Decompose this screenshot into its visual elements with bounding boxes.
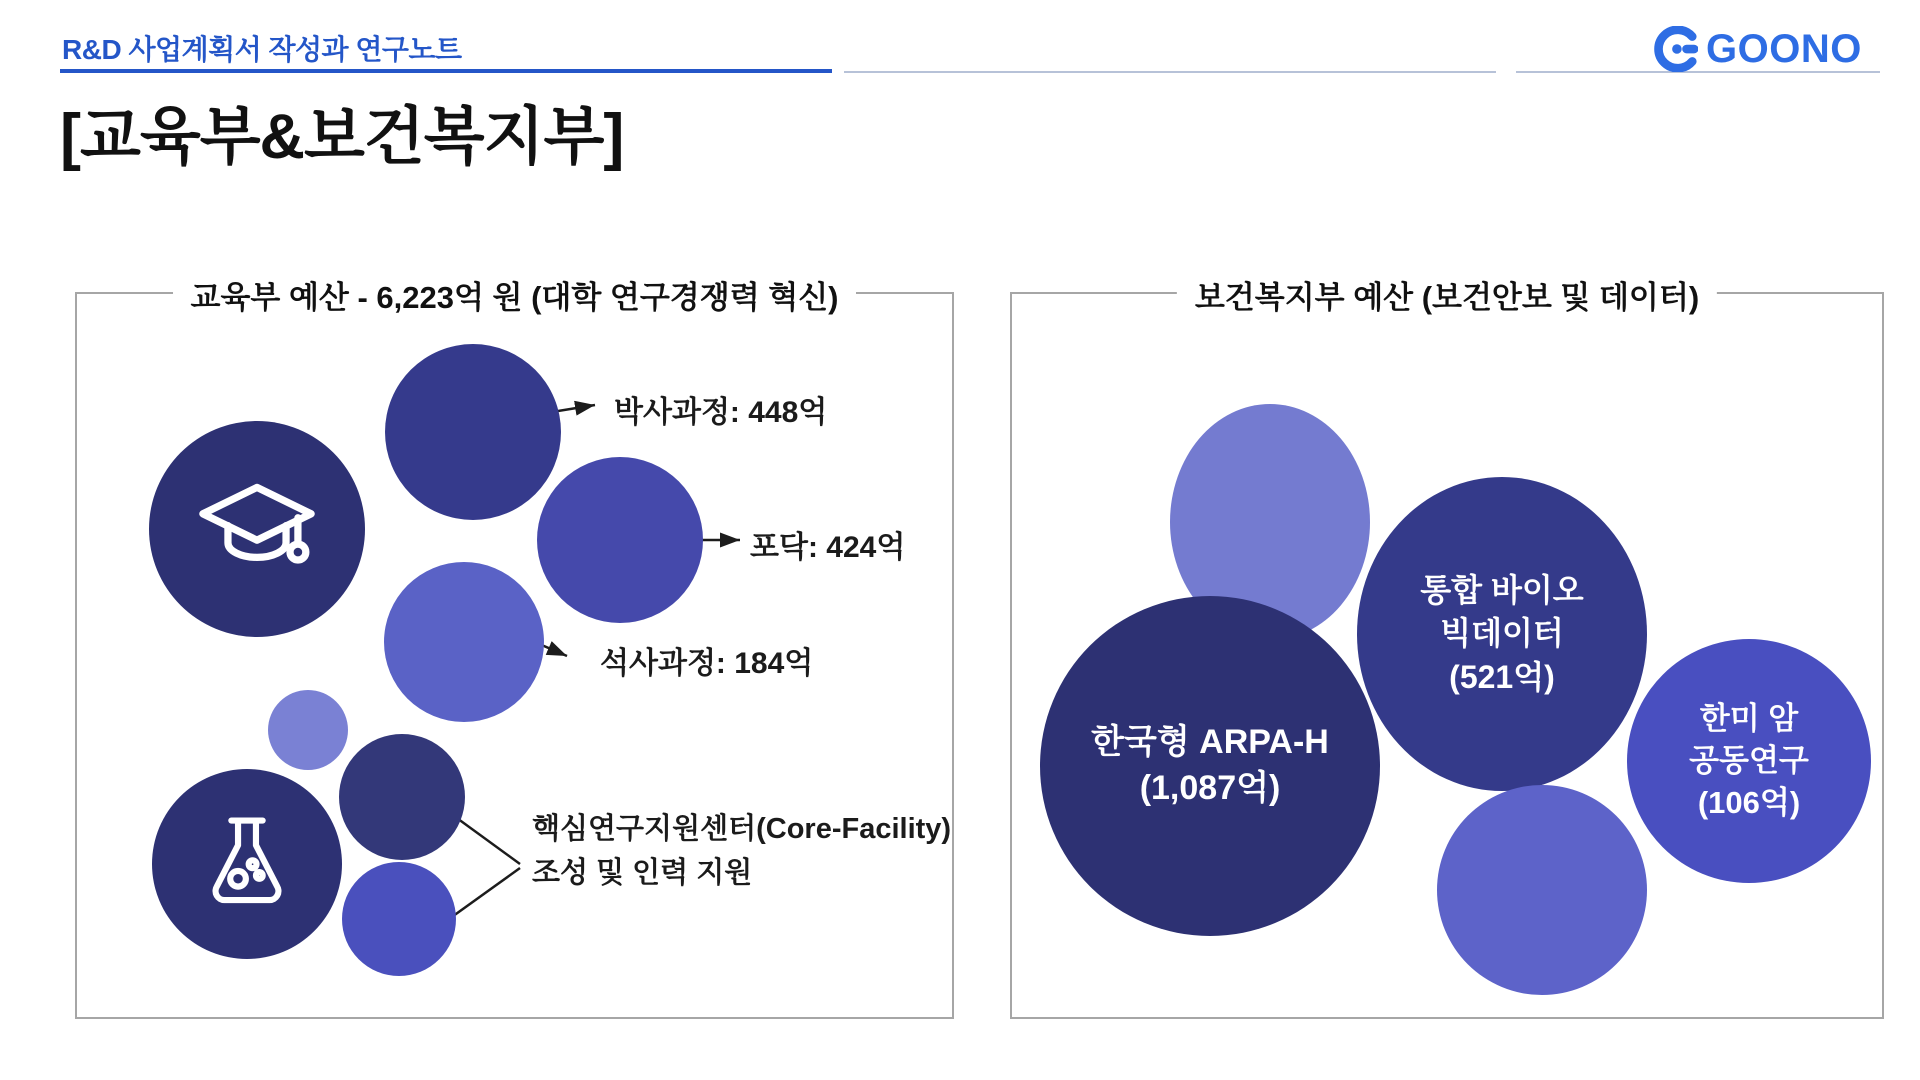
university-circle xyxy=(149,421,365,637)
callout-core-facility-line2: 조성 및 인력 지원 xyxy=(532,856,753,889)
bio-bigdata-bubble xyxy=(1357,477,1647,791)
research-circle xyxy=(152,769,342,959)
arpa-h-line2: (1,087억) xyxy=(1139,769,1281,807)
bio-bigdata-line1: 통합 바이오 xyxy=(1420,572,1584,609)
header-title: R&D 사업계획서 작성과 연구노트 xyxy=(62,34,462,65)
callout-core-facility xyxy=(532,808,951,895)
masters-bubble xyxy=(384,562,544,722)
bio-bigdata-line3: (521억) xyxy=(1449,658,1555,695)
korea-us-cancer-line2: 공동연구 xyxy=(1689,743,1809,779)
core-facility-bubble-2 xyxy=(342,862,456,976)
callout-postdoc: 포닥: 424억 xyxy=(750,531,906,564)
bio-bigdata-line2: 빅데이터 xyxy=(1440,615,1564,652)
korea-us-cancer-bubble xyxy=(1627,639,1871,883)
graduation-cap-icon xyxy=(191,461,323,598)
korea-us-cancer-line1: 한미 암 xyxy=(1699,701,1799,737)
health-panel-title: 보건복지부 예산 (보건안보 및 데이터) xyxy=(1177,272,1717,317)
arpa-h-label xyxy=(1091,720,1329,812)
header-rule-blue xyxy=(60,69,832,73)
goono-logo xyxy=(1652,26,1862,72)
callout-masters: 석사과정: 184억 xyxy=(600,647,814,680)
small-accent-bubble xyxy=(268,690,348,770)
goono-logo-text: GOONO xyxy=(1706,26,1862,71)
arpa-h-bubble xyxy=(1040,596,1380,936)
page-title: [교육부&보건복지부] xyxy=(60,102,624,172)
postdoc-bubble xyxy=(537,457,703,623)
callout-core-facility-line1: 핵심연구지원센터(Core-Facility) xyxy=(532,813,952,845)
education-panel xyxy=(75,280,954,1019)
flask-icon xyxy=(191,806,303,923)
arpa-h-line1: 한국형 ARPA-H xyxy=(1091,723,1329,762)
education-panel-title: 교육부 예산 - 6,223억 원 (대학 연구경쟁력 혁신) xyxy=(173,272,857,317)
goono-g-icon xyxy=(1652,26,1698,72)
core-facility-bubble-1 xyxy=(339,734,465,860)
header-rule-gray-1 xyxy=(844,71,1496,73)
callout-phd: 박사과정: 448억 xyxy=(614,396,828,429)
phd-bubble xyxy=(385,344,561,520)
bottom-accent-bubble xyxy=(1437,785,1647,995)
korea-us-cancer-line3: (106억) xyxy=(1697,784,1801,820)
bio-bigdata-label xyxy=(1420,569,1583,699)
health-panel xyxy=(1010,280,1884,1019)
korea-us-cancer-label xyxy=(1689,698,1809,824)
